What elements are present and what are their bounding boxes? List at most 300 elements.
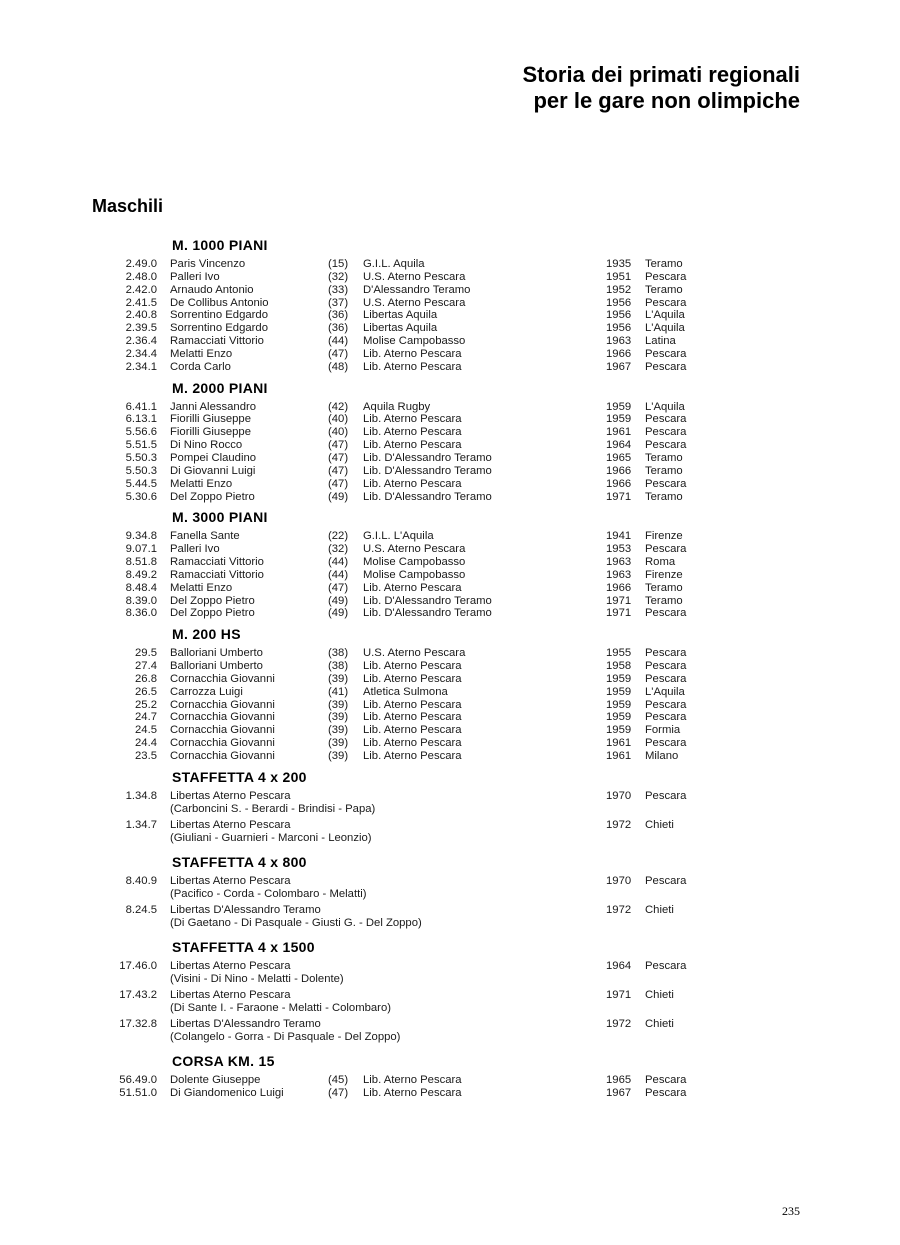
record-place: Teramo — [645, 464, 683, 477]
record-row — [0, 904, 900, 933]
records-list — [0, 236, 900, 1105]
record-club: Lib. Aterno Pescara — [363, 347, 462, 360]
record-club: Libertas D'Alessandro Teramo — [170, 903, 321, 916]
athlete-birth-year: (39) — [328, 737, 349, 750]
athlete-birth-year: (47) — [328, 1086, 349, 1099]
record-club: Libertas Aterno Pescara — [170, 988, 291, 1001]
record-year: 1959 — [606, 724, 632, 737]
record-year: 1966 — [606, 347, 632, 360]
athlete-name: De Collibus Antonio — [170, 296, 269, 309]
record-club: Libertas Aterno Pescara — [170, 959, 291, 972]
record-year: 1966 — [606, 477, 632, 490]
record-year: 1964 — [606, 959, 632, 972]
record-time: 2.48.0 — [125, 270, 157, 283]
record-place: Pescara — [645, 1073, 687, 1086]
record-row — [0, 960, 900, 989]
event-title: STAFFETTA 4 x 800 — [172, 853, 307, 870]
record-time: 2.34.4 — [125, 347, 157, 360]
record-row — [0, 556, 900, 569]
record-place: Teramo — [645, 258, 683, 270]
record-time: 56.49.0 — [119, 1073, 157, 1086]
record-year: 1972 — [606, 818, 632, 831]
record-club: Libertas Aterno Pescara — [170, 818, 291, 831]
athlete-birth-year: (39) — [328, 711, 349, 724]
record-year: 1963 — [606, 556, 632, 569]
record-row — [0, 699, 900, 712]
record-row — [0, 1018, 900, 1047]
page-title — [522, 62, 800, 114]
record-time: 26.8 — [135, 672, 157, 685]
record-row — [0, 989, 900, 1018]
athlete-birth-year: (47) — [328, 451, 349, 464]
record-year: 1971 — [606, 988, 632, 1001]
record-time: 6.13.1 — [125, 413, 157, 426]
record-time: 8.40.9 — [125, 874, 157, 887]
athlete-birth-year: (33) — [328, 283, 349, 296]
record-time: 2.41.5 — [125, 296, 157, 309]
record-year: 1961 — [606, 426, 632, 439]
record-row — [0, 582, 900, 595]
record-year: 1955 — [606, 647, 632, 660]
record-year: 1953 — [606, 543, 632, 556]
relay-members: (Colangelo - Gorra - Di Pasquale - Del Zoppo) — [170, 1030, 401, 1043]
record-place: Chieti — [645, 818, 674, 831]
athlete-birth-year: (15) — [328, 258, 349, 270]
athlete-name: Melatti Enzo — [170, 477, 233, 490]
record-club: G.I.L. L'Aquila — [363, 530, 434, 543]
record-club: Lib. Aterno Pescara — [363, 737, 462, 750]
record-row — [0, 271, 900, 284]
athlete-name: Ramacciati Vittorio — [170, 335, 264, 348]
athlete-name: Melatti Enzo — [170, 347, 233, 360]
record-time: 8.48.4 — [125, 581, 157, 594]
athlete-birth-year: (39) — [328, 724, 349, 737]
record-row — [0, 673, 900, 686]
record-row — [0, 401, 900, 414]
record-year: 1972 — [606, 903, 632, 916]
athlete-birth-year: (42) — [328, 400, 349, 413]
record-place: Pescara — [645, 347, 687, 360]
record-place: Teramo — [645, 581, 683, 594]
record-club: Molise Campobasso — [363, 335, 466, 348]
event-block — [0, 625, 900, 763]
athlete-birth-year: (47) — [328, 477, 349, 490]
record-row — [0, 413, 900, 426]
athlete-name: Cornacchia Giovanni — [170, 698, 275, 711]
athlete-name: Fiorilli Giuseppe — [170, 413, 251, 426]
record-year: 1958 — [606, 660, 632, 673]
record-place: Pescara — [645, 672, 687, 685]
record-place: Teramo — [645, 490, 683, 503]
athlete-birth-year: (37) — [328, 296, 349, 309]
record-place: Firenze — [645, 530, 683, 543]
athlete-name: Paris Vincenzo — [170, 258, 246, 270]
athlete-name: Janni Alessandro — [170, 400, 257, 413]
athlete-birth-year: (45) — [328, 1073, 349, 1086]
record-year: 1959 — [606, 672, 632, 685]
record-time: 8.36.0 — [125, 607, 157, 620]
athlete-birth-year: (49) — [328, 490, 349, 503]
record-place: Chieti — [645, 1017, 674, 1030]
record-time: 2.49.0 — [125, 258, 157, 270]
athlete-name: Del Zoppo Pietro — [170, 490, 255, 503]
record-row — [0, 309, 900, 322]
record-place: Pescara — [645, 360, 687, 373]
record-year: 1941 — [606, 530, 632, 543]
record-place: Pescara — [645, 413, 687, 426]
event-title: M. 1000 PIANI — [172, 237, 268, 253]
athlete-birth-year: (39) — [328, 750, 349, 762]
record-row — [0, 647, 900, 660]
record-place: Pescara — [645, 543, 687, 556]
record-time: 51.51.0 — [119, 1086, 157, 1099]
relay-members: (Visini - Di Nino - Melatti - Dolente) — [170, 972, 344, 985]
athlete-birth-year: (49) — [328, 607, 349, 620]
athlete-name: Fiorilli Giuseppe — [170, 426, 251, 439]
athlete-name: Dolente Giuseppe — [170, 1073, 261, 1086]
event-title: M. 2000 PIANI — [172, 379, 268, 396]
record-time: 2.34.1 — [125, 360, 157, 373]
record-time: 5.51.5 — [125, 439, 157, 452]
relay-members: (Pacifico - Corda - Colombaro - Melatti) — [170, 887, 367, 900]
event-block — [0, 938, 900, 1047]
athlete-birth-year: (39) — [328, 672, 349, 685]
record-time: 8.24.5 — [125, 903, 157, 916]
record-club: Lib. Aterno Pescara — [363, 724, 462, 737]
record-place: Latina — [645, 335, 676, 348]
record-year: 1967 — [606, 1086, 632, 1099]
record-year: 1959 — [606, 685, 632, 698]
record-club: Lib. Aterno Pescara — [363, 426, 462, 439]
record-place: L'Aquila — [645, 322, 685, 335]
record-year: 1964 — [606, 439, 632, 452]
record-year: 1966 — [606, 464, 632, 477]
record-year: 1959 — [606, 400, 632, 413]
athlete-name: Carrozza Luigi — [170, 685, 243, 698]
record-year: 1959 — [606, 413, 632, 426]
athlete-birth-year: (47) — [328, 581, 349, 594]
record-club: Lib. Aterno Pescara — [363, 698, 462, 711]
record-time: 5.50.3 — [125, 464, 157, 477]
record-row — [0, 686, 900, 699]
record-year: 1956 — [606, 322, 632, 335]
athlete-birth-year: (40) — [328, 413, 349, 426]
record-time: 25.2 — [135, 698, 157, 711]
event-title: M. 3000 PIANI — [172, 509, 268, 526]
record-year: 1956 — [606, 296, 632, 309]
record-year: 1971 — [606, 607, 632, 620]
record-place: Firenze — [645, 568, 683, 581]
record-year: 1971 — [606, 490, 632, 503]
record-year: 1959 — [606, 711, 632, 724]
event-block — [0, 853, 900, 933]
athlete-birth-year: (40) — [328, 426, 349, 439]
athlete-name: Ramacciati Vittorio — [170, 568, 264, 581]
athlete-birth-year: (47) — [328, 464, 349, 477]
athlete-name: Di Giandomenico Luigi — [170, 1086, 284, 1099]
record-club: Libertas Aquila — [363, 309, 438, 322]
athlete-birth-year: (44) — [328, 556, 349, 569]
event-title: STAFFETTA 4 x 200 — [172, 768, 307, 785]
record-row — [0, 660, 900, 673]
record-year: 1963 — [606, 335, 632, 348]
athlete-birth-year: (48) — [328, 360, 349, 373]
record-club: Lib. Aterno Pescara — [363, 660, 462, 673]
page-title-line1: Storia dei primati regionali — [522, 62, 800, 87]
athlete-name: Di Giovanni Luigi — [170, 464, 256, 477]
record-year: 1961 — [606, 737, 632, 750]
record-club: Lib. D'Alessandro Teramo — [363, 451, 492, 464]
record-place: L'Aquila — [645, 685, 685, 698]
record-time: 29.5 — [135, 647, 157, 660]
record-time: 17.32.8 — [119, 1017, 157, 1030]
event-title: M. 200 HS — [172, 626, 241, 643]
record-row — [0, 1074, 900, 1087]
record-club: U.S. Aterno Pescara — [363, 296, 466, 309]
record-time: 2.39.5 — [125, 322, 157, 335]
record-club: Molise Campobasso — [363, 556, 466, 569]
record-time: 2.42.0 — [125, 283, 157, 296]
record-place: Chieti — [645, 903, 674, 916]
record-year: 1965 — [606, 451, 632, 464]
record-club: Molise Campobasso — [363, 568, 466, 581]
record-place: Pescara — [645, 711, 687, 724]
athlete-name: Cornacchia Giovanni — [170, 672, 275, 685]
athlete-name: Di Nino Rocco — [170, 439, 243, 452]
record-time: 1.34.8 — [125, 789, 157, 802]
record-time: 8.51.8 — [125, 556, 157, 569]
record-place: Roma — [645, 556, 676, 569]
record-time: 26.5 — [135, 685, 157, 698]
athlete-birth-year: (47) — [328, 347, 349, 360]
record-row — [0, 465, 900, 478]
record-club: Lib. Aterno Pescara — [363, 750, 462, 762]
record-club: Atletica Sulmona — [363, 685, 448, 698]
record-place: Pescara — [645, 477, 687, 490]
record-row — [0, 258, 900, 271]
record-place: Formia — [645, 724, 681, 737]
record-place: Pescara — [645, 737, 687, 750]
record-row — [0, 724, 900, 737]
record-club: Lib. Aterno Pescara — [363, 672, 462, 685]
record-club: Lib. Aterno Pescara — [363, 439, 462, 452]
athlete-birth-year: (44) — [328, 335, 349, 348]
record-time: 2.40.8 — [125, 309, 157, 322]
record-time: 17.43.2 — [119, 988, 157, 1001]
athlete-birth-year: (32) — [328, 543, 349, 556]
record-row — [0, 530, 900, 543]
record-time: 1.34.7 — [125, 818, 157, 831]
record-row — [0, 348, 900, 361]
record-club: D'Alessandro Teramo — [363, 283, 471, 296]
page-number: 235 — [782, 1204, 800, 1218]
record-row — [0, 335, 900, 348]
event-block — [0, 508, 900, 620]
record-club: Lib. Aterno Pescara — [363, 477, 462, 490]
event-title: STAFFETTA 4 x 1500 — [172, 938, 315, 955]
record-place: Pescara — [645, 647, 687, 660]
record-club: Lib. Aterno Pescara — [363, 581, 462, 594]
record-time: 9.07.1 — [125, 543, 157, 556]
record-time: 8.49.2 — [125, 568, 157, 581]
record-place: Pescara — [645, 607, 687, 620]
record-place: Pescara — [645, 698, 687, 711]
athlete-name: Ramacciati Vittorio — [170, 556, 264, 569]
event-title: CORSA KM. 15 — [172, 1052, 275, 1069]
record-row — [0, 1087, 900, 1100]
athlete-name: Palleri Ivo — [170, 543, 220, 556]
record-club: Lib. D'Alessandro Teramo — [363, 464, 492, 477]
record-year: 1935 — [606, 258, 632, 270]
record-year: 1952 — [606, 283, 632, 296]
record-club: Lib. Aterno Pescara — [363, 711, 462, 724]
record-club: Lib. D'Alessandro Teramo — [363, 607, 492, 620]
record-place: Teramo — [645, 283, 683, 296]
record-club: Lib. D'Alessandro Teramo — [363, 594, 492, 607]
record-time: 27.4 — [135, 660, 157, 673]
record-row — [0, 790, 900, 819]
record-place: Pescara — [645, 296, 687, 309]
record-row — [0, 875, 900, 904]
record-year: 1970 — [606, 789, 632, 802]
record-time: 5.50.3 — [125, 451, 157, 464]
athlete-name: Palleri Ivo — [170, 270, 220, 283]
record-club: Lib. Aterno Pescara — [363, 360, 462, 373]
event-block — [0, 379, 900, 504]
record-row — [0, 750, 900, 763]
athlete-birth-year: (22) — [328, 530, 349, 543]
athlete-name: Melatti Enzo — [170, 581, 233, 594]
record-row — [0, 595, 900, 608]
record-time: 8.39.0 — [125, 594, 157, 607]
record-row — [0, 322, 900, 335]
athlete-name: Cornacchia Giovanni — [170, 724, 275, 737]
record-place: Pescara — [645, 1086, 687, 1099]
record-club: Lib. D'Alessandro Teramo — [363, 490, 492, 503]
athlete-name: Del Zoppo Pietro — [170, 607, 255, 620]
athlete-name: Del Zoppo Pietro — [170, 594, 255, 607]
relay-members: (Giuliani - Guarnieri - Marconi - Leonzio) — [170, 831, 372, 844]
record-row — [0, 737, 900, 750]
record-place: Pescara — [645, 660, 687, 673]
record-place: Pescara — [645, 789, 687, 802]
record-year: 1971 — [606, 594, 632, 607]
record-club: Libertas Aterno Pescara — [170, 789, 291, 802]
record-year: 1967 — [606, 360, 632, 373]
record-club: Libertas D'Alessandro Teramo — [170, 1017, 321, 1030]
event-block — [0, 768, 900, 848]
athlete-birth-year: (36) — [328, 309, 349, 322]
record-year: 1959 — [606, 698, 632, 711]
record-time: 6.41.1 — [125, 400, 157, 413]
athlete-birth-year: (49) — [328, 594, 349, 607]
athlete-name: Arnaudo Antonio — [170, 283, 254, 296]
athlete-birth-year: (38) — [328, 647, 349, 660]
athlete-birth-year: (47) — [328, 439, 349, 452]
record-year: 1963 — [606, 568, 632, 581]
record-year: 1961 — [606, 750, 632, 762]
record-place: L'Aquila — [645, 309, 685, 322]
relay-members: (Carboncini S. - Berardi - Brindisi - Papa) — [170, 802, 376, 815]
page-title-line2: per le gare non olimpiche — [533, 88, 800, 113]
record-year: 1965 — [606, 1073, 632, 1086]
record-row — [0, 478, 900, 491]
record-place: Teramo — [645, 594, 683, 607]
athlete-name: Sorrentino Edgardo — [170, 309, 268, 322]
athlete-birth-year: (32) — [328, 270, 349, 283]
athlete-name: Corda Carlo — [170, 360, 231, 373]
record-place: Pescara — [645, 426, 687, 439]
record-row — [0, 491, 900, 504]
record-club: U.S. Aterno Pescara — [363, 543, 466, 556]
record-place: Pescara — [645, 959, 687, 972]
record-time: 5.44.5 — [125, 477, 157, 490]
athlete-birth-year: (38) — [328, 660, 349, 673]
event-block — [0, 1052, 900, 1100]
section-heading: Maschili — [92, 196, 164, 216]
record-place: Pescara — [645, 439, 687, 452]
athlete-name: Fanella Sante — [170, 530, 240, 543]
athlete-name: Cornacchia Giovanni — [170, 750, 275, 762]
record-row — [0, 361, 900, 374]
record-row — [0, 543, 900, 556]
record-year: 1951 — [606, 270, 632, 283]
record-row — [0, 452, 900, 465]
athlete-birth-year: (39) — [328, 698, 349, 711]
athlete-name: Sorrentino Edgardo — [170, 322, 268, 335]
record-club: Libertas Aterno Pescara — [170, 874, 291, 887]
athlete-name: Cornacchia Giovanni — [170, 737, 275, 750]
athlete-birth-year: (41) — [328, 685, 349, 698]
record-year: 1972 — [606, 1017, 632, 1030]
record-time: 5.30.6 — [125, 490, 157, 503]
record-club: U.S. Aterno Pescara — [363, 647, 466, 660]
record-year: 1966 — [606, 581, 632, 594]
record-time: 24.7 — [135, 711, 157, 724]
record-time: 9.34.8 — [125, 530, 157, 543]
record-place: L'Aquila — [645, 400, 685, 413]
record-place: Teramo — [645, 451, 683, 464]
athlete-name: Balloriani Umberto — [170, 660, 263, 673]
record-club: Libertas Aquila — [363, 322, 438, 335]
relay-members: (Di Gaetano - Di Pasquale - Giusti G. - Del Zoppo) — [170, 916, 422, 929]
relay-members: (Di Sante I. - Faraone - Melatti - Colombaro) — [170, 1001, 391, 1014]
record-place: Milano — [645, 750, 679, 762]
record-row — [0, 607, 900, 620]
record-year: 1970 — [606, 874, 632, 887]
athlete-name: Balloriani Umberto — [170, 647, 263, 660]
record-club: Lib. Aterno Pescara — [363, 413, 462, 426]
record-club: U.S. Aterno Pescara — [363, 270, 466, 283]
record-year: 1956 — [606, 309, 632, 322]
record-place: Chieti — [645, 988, 674, 1001]
record-club: G.I.L. Aquila — [363, 258, 425, 270]
athlete-birth-year: (36) — [328, 322, 349, 335]
athlete-name: Pompei Claudino — [170, 451, 257, 464]
record-club: Lib. Aterno Pescara — [363, 1073, 462, 1086]
record-row — [0, 297, 900, 310]
record-row — [0, 439, 900, 452]
record-time: 5.56.6 — [125, 426, 157, 439]
record-club: Lib. Aterno Pescara — [363, 1086, 462, 1099]
record-time: 24.5 — [135, 724, 157, 737]
record-row — [0, 819, 900, 848]
athlete-name: Cornacchia Giovanni — [170, 711, 275, 724]
record-time: 24.4 — [135, 737, 157, 750]
record-place: Pescara — [645, 874, 687, 887]
record-row — [0, 284, 900, 297]
record-time: 23.5 — [135, 750, 157, 762]
